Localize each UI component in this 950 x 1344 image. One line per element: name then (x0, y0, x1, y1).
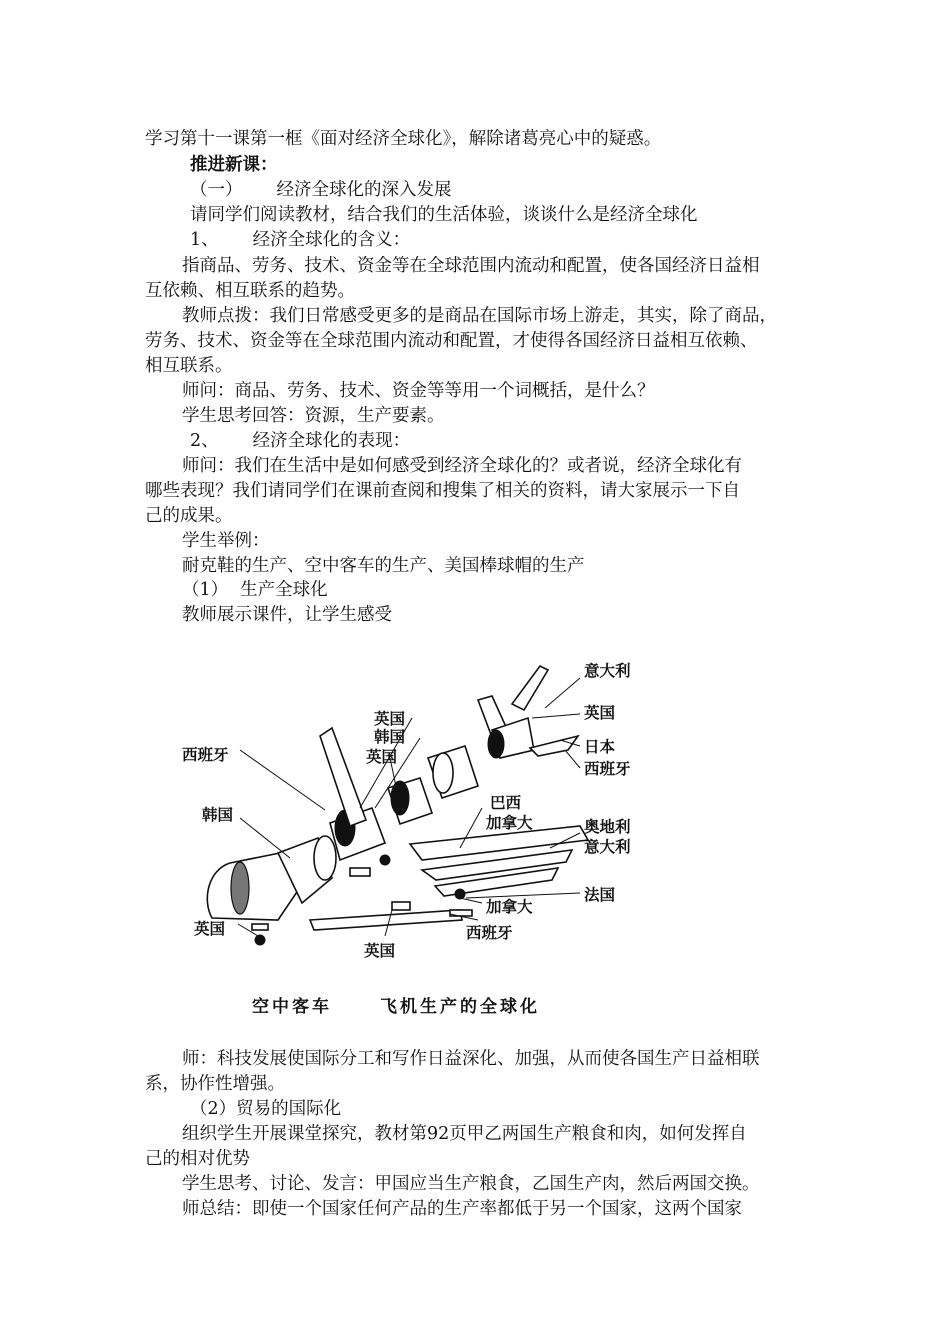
text-line: 组织学生开展课堂探究，教材第92页甲乙两国生产粮食和肉，如何发挥自 (182, 1124, 747, 1144)
small-part-2 (392, 902, 410, 910)
label-uk: 英国 (194, 920, 226, 938)
text-line: 己的相对优势 (145, 1149, 250, 1169)
text-line: 请同学们阅读教材，结合我们的生活体验，谈谈什么是经济全球化 (190, 205, 698, 225)
label-spain: 西班牙 (182, 746, 229, 764)
leader-line (240, 750, 325, 810)
small-part-3 (252, 924, 268, 930)
nose-ring (231, 862, 249, 914)
text-line: 师问：我们在生活中是如何感受到经济全球化的？或者说，经济全球化有 (182, 456, 742, 476)
label-uk: 英国 (364, 942, 396, 960)
aft-ring (391, 781, 409, 815)
heading-title: 经济全球化的含义： (252, 230, 411, 250)
label-uk: 英国 (366, 748, 398, 766)
text-line: 相互联系。 (145, 356, 233, 376)
figure-caption-left: 空中客车 (252, 997, 332, 1017)
numbered-heading: （2）贸易的国际化 (190, 1099, 342, 1119)
label-spain: 西班牙 (466, 924, 513, 942)
tail-cone-ring (488, 730, 504, 758)
subsection-number: （一） (190, 180, 243, 200)
label-canada: 加拿大 (486, 814, 533, 832)
text-line: 学生思考、讨论、发言：甲国应当生产粮食，乙国生产肉，然后两国交换。 (182, 1174, 760, 1194)
label-france: 法国 (584, 886, 616, 904)
figure-caption-right: 飞机生产的全球化 (380, 997, 540, 1017)
airbus-production-figure (160, 648, 650, 1020)
text-line: 师：科技发展使国际分工和写作日益深化、加强，从而使各国生产日益相联 (182, 1049, 760, 1069)
front-fuselage-ring (314, 836, 336, 880)
text-line: 互依赖、相互联系的趋势。 (145, 281, 355, 301)
label-brazil: 巴西 (490, 794, 522, 812)
text-line: 学生举例： (182, 531, 270, 551)
leader-line (460, 898, 482, 903)
text-line: 师问：商品、劳务、技术、资金等等用一个词概括，是什么？ (182, 381, 655, 401)
label-uk: 英国 (374, 710, 406, 728)
section-heading: 推进新课： (190, 155, 278, 175)
small-part-1 (350, 868, 370, 876)
label-uk: 英国 (584, 704, 616, 722)
airbus-exploded-diagram (160, 648, 650, 1020)
part-dot-1 (380, 855, 390, 865)
leader-line (545, 678, 580, 708)
label-canada: 加拿大 (486, 898, 533, 916)
leader-line (565, 750, 580, 768)
label-austria: 奥地利 (584, 818, 631, 836)
subsection-heading (190, 178, 452, 202)
leader-line (532, 714, 580, 718)
part-dot-3 (255, 935, 265, 945)
rear-ring (433, 753, 453, 793)
text-line: 系，协作性增强。 (145, 1074, 285, 1094)
stabilizer-top (512, 666, 548, 710)
text-line: 学习第十一课第一框《面对经济全球化》，解除诸葛亮心中的疑惑。 (145, 129, 662, 149)
stabilizer-right (530, 736, 578, 756)
heading-number: 2、 (190, 431, 219, 451)
text-line: 哪些表现？我们请同学们在课前查阅和搜集了相关的资料，请大家展示一下自 (145, 481, 740, 501)
fairing-panel (310, 910, 462, 930)
text-line: 师总结：即使一个国家任何产品的生产率都低于另一个国家，这两个国家 (182, 1199, 742, 1219)
label-spain: 西班牙 (584, 760, 631, 778)
heading-number: 1、 (190, 230, 219, 250)
text-line: 教师点拨：我们日常感受更多的是商品在国际市场上游走，其实，除了商品， (182, 306, 777, 326)
text-line: 劳务、技术、资金等在全球范围内流动和配置，才使得各国经济日益相互依赖、 (145, 331, 758, 351)
numbered-heading (182, 578, 328, 602)
label-korea: 韩国 (374, 728, 406, 746)
numbered-heading (190, 228, 410, 252)
label-korea: 韩国 (202, 806, 234, 824)
label-italy: 意大利 (584, 662, 631, 680)
text-line: 学生思考回答：资源，生产要素。 (182, 406, 445, 426)
label-japan: 日本 (584, 738, 616, 756)
text-line: 己的成果。 (145, 506, 233, 526)
text-line: 教师展示课件，让学生感受 (182, 605, 392, 625)
heading-number: （1） (182, 580, 229, 600)
heading-title: 经济全球化的表现： (252, 431, 411, 451)
subsection-title: 经济全球化的深入发展 (276, 180, 452, 200)
numbered-heading (190, 429, 410, 453)
leader-line (240, 818, 290, 858)
text-line: 指商品、劳务、技术、资金等在全球范围内流动和配置，使各国经济日益相 (182, 256, 760, 276)
heading-title: 生产全球化 (240, 580, 328, 600)
part-dot-2 (455, 889, 465, 899)
label-italy: 意大利 (584, 838, 631, 856)
text-line: 耐克鞋的生产、空中客车的生产、美国棒球帽的生产 (182, 556, 585, 576)
